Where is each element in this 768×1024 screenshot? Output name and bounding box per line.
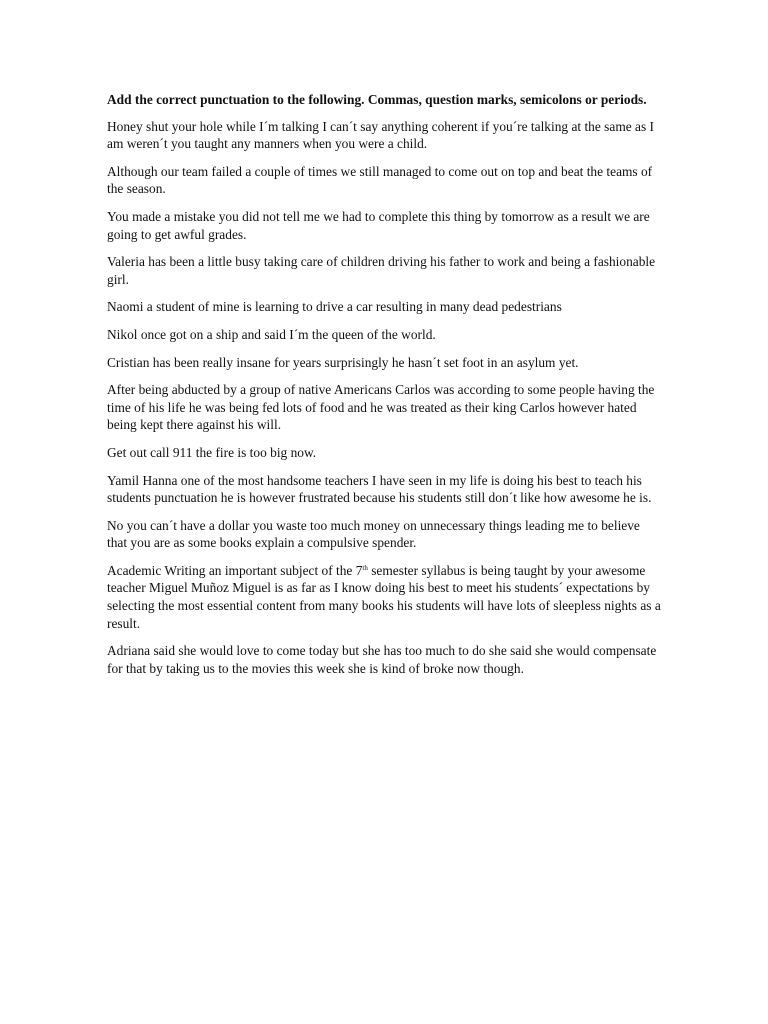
exercise-4: Valeria has been a little busy taking care of children driving his father to work and being a fashionable girl. [107, 254, 656, 287]
ordinal-superscript: th [362, 563, 368, 572]
document-body [107, 91, 663, 687]
exercise-13: Adriana said she would love to come today but she has too much to do she said she would compensate for that by taking us to the movies this week she is kind of broke now though. [107, 643, 657, 676]
exercise-10: Yamil Hanna one of the most handsome teachers I have seen in my life is doing his best to teach his students punctuation he is however frustrated because his students still don´t like how awesome he is. [107, 472, 652, 506]
exercise-9: Get out call 911 the fire is too big now. [107, 444, 317, 460]
instruction-heading: Add the correct punctuation to the following. Commas, question marks, semicolons or periods. [107, 92, 647, 107]
exercise-3: You made a mistake you did not tell me we had to complete this thing by tomorrow as a result we are going to get awful grades. [107, 208, 650, 242]
exercise-5: Naomi a student of mine is learning to drive a car resulting in many dead pedestrians [107, 299, 562, 315]
exercise-11: No you can´t have a dollar you waste too much money on unnecessary things leading me to believe that you are as some books explain a compulsive spender. [107, 517, 640, 551]
exercise-1: Honey shut your hole while I´m talking I can´t say anything coherent if you´re talking at the same as I am weren´t you taught any manners when you were a child. [107, 118, 654, 152]
exercise-2: Although our team failed a couple of times we still managed to come out on top and beat the teams of the season. [107, 163, 653, 197]
exercise-12-text-start: Academic Writing an important subject of the 7 [107, 562, 363, 578]
exercise-7: Cristian has been really insane for years surprisingly he hasn´t set foot in an asylum yet. [107, 354, 579, 370]
exercise-8: After being abducted by a group of native Americans Carlos was according to some people having the time of his life he was being fed lots of food and he was treated as their king Carlos however hated being kept there against his will. [107, 382, 655, 433]
exercise-6: Nikol once got on a ship and said I´m the queen of the world. [107, 326, 436, 342]
exercise-12 [107, 562, 663, 632]
exercise-12-text-end: semester syllabus is being taught by your awesome teacher Miguel Muñoz Miguel is as far as I know doing his best to meet his students´ expectations by selecting the most essential content from many books his students will have lots of sleepless nights as a result. [107, 562, 661, 631]
